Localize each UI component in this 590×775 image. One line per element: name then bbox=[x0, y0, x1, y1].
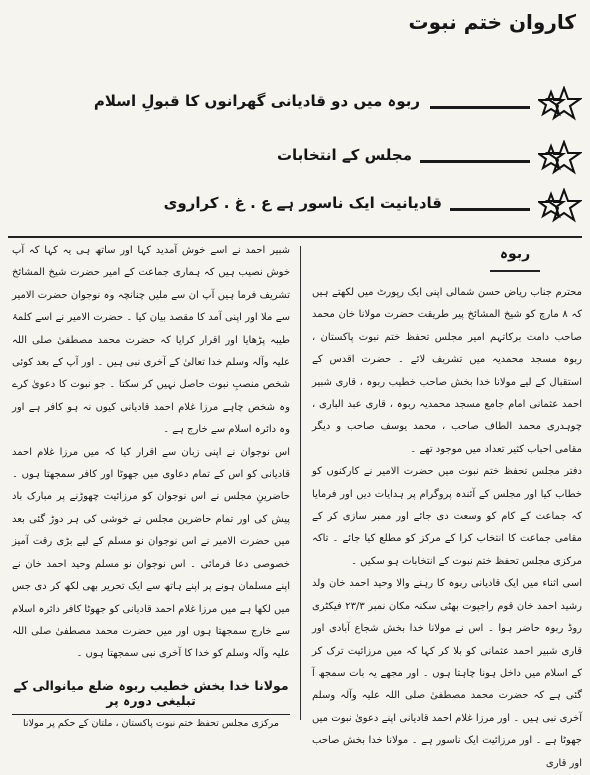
article-column-right bbox=[312, 282, 583, 769]
article-column-left bbox=[12, 240, 290, 672]
headline-rule bbox=[450, 208, 530, 211]
article-paragraph: شبیر احمد نے اسے خوش آمدید کہا اور ساتھ ہی یہ کہا کہ آپ خوش نصیب ہیں کہ ہماری جماعت کے امیر حضرت شیخ المشائخ تشریف فرما ہیں آپ ان سے ملیں چنانچہ وہ نوجوان حضرت الامیر سے ملا اور اپنی آمد کا مقصد بیان کیا ۔ حضرت الامیر نے اسے کلمۂ طیبہ پڑھایا اور اقرار کرایا کہ حضرت محمد مصطفیٰ صلی اللہ علیہ وآلہ وسلم خدا تعالیٰ کے آخری نبی ہیں ۔ اور آپ کے بعد کوئی شخص منصبِ نبوت حاصل نہیں کر سکتا ۔ جو نبوت کا دعویٰ کرے وہ شخص چاہے مرزا غلام احمد قادیانی کیوں نہ ہو کافر ہے اور وہ دائرہ اسلام سے خارج ہے ۔ bbox=[12, 245, 290, 436]
footer-divider bbox=[12, 714, 290, 715]
headline-rule bbox=[420, 160, 530, 163]
double-star-icon bbox=[538, 140, 582, 176]
headline-rule bbox=[430, 106, 530, 109]
footer-text: مرکزی مجلس تحفظ ختم نبوت پاکستان ، ملتان کے حکم پر مولانا bbox=[23, 718, 279, 729]
article-paragraph: اس نوجوان نے اپنی زبان سے اقرار کیا کہ میں مرزا غلام احمد قادیانی کو اس کے تمام دعاوی میں جھوٹا اور کافر سمجھتا ہوں ۔ حاضرینِ مجلس نے اس نوجوان کو مرزائیت چھوڑنے پر مبارک باد پیش کی اور تمام حاضرین مجلس نے خوشی کی ہر دوڑ گئی بعد میں حضرت الامیر نے اس نوجوان نو مسلم کے لیے بڑی رقت آمیز خصوصی دعا فرمائی ۔ اس نوجوان نو مسلم وحید احمد خان نے اپنے مسلمان ہونے پر اپنے ہاتھ سے ایک تحریر بھی لکھ کر دی جس میں لکھا ہے میں مرزا غلام احمد قادیانی کو جھوٹا کافر دائرہ اسلام سے خارج سمجھتا ہوں اور میں حضرت محمد مصطفیٰ صلی اللہ علیہ وآلہ وسلم کو خدا کا آخری نبی سمجھتا ہوں ۔ bbox=[12, 446, 290, 660]
column-divider bbox=[300, 246, 301, 720]
section-title-underline bbox=[490, 270, 540, 272]
headline-2 bbox=[95, 140, 582, 176]
article-paragraph: دفتر مجلس تحفظ ختم نبوت میں حضرت الامیر نے کارکنوں کو خطاب کیا اور مجلس کے آئندہ پروگرام پر ہدایات دیں اور فرمایا کہ جماعت کے کام کو وسعت دی جائے اور ممبر سازی کر کے مقامی جماعت کا انتخاب کرا کے مرکز کو مطلع کیا جائے ۔ تاکہ مرکزی مجلس تحفظ ختم نبوت کے انتخابات ہو سکیں ۔ bbox=[312, 466, 582, 567]
section-title-text: ربوہ bbox=[499, 246, 531, 262]
headline-3 bbox=[95, 188, 582, 224]
page-header-title: کاروان ختم نبوت bbox=[408, 10, 576, 34]
headline-1 bbox=[95, 86, 582, 122]
double-star-icon bbox=[538, 86, 582, 122]
double-star-icon bbox=[538, 188, 582, 224]
section-title-rabwah bbox=[460, 246, 570, 272]
headline-text: قادیانیت ایک ناسور ہے ع . غ . کراروی bbox=[163, 194, 442, 212]
article-paragraph: محترم جناب ریاض حسن شمالی اپنی ایک رپورٹ میں لکھتے ہیں کہ ۸ مارچ کو شیخ المشائخ پیر طریقت حضرت مولانا خان محمد صاحب دامت برکاتہم امیر مجلس تحفظ ختم نبوت پاکستان ، ربوہ مسجد محمدیہ میں تشریف لائے ۔ حضرت اقدس کے استقبال کے لیے مولانا خدا بخش صاحب خطیب ربوہ ، قاری شبیر احمد عثمانی امام جامع مسجد محمدیہ ربوہ ، قاری عبد الباری ، چوہدری محمد الطاف صاحب ، محمد یوسف صاحب و دیگر مقامی احباب کثیر تعداد میں موجود تھے ۔ bbox=[312, 287, 582, 455]
headline-text: ربوہ میں دو قادیانی گھرانوں کا قبولِ اسلام bbox=[93, 92, 420, 110]
article-paragraph: اسی اثناء میں ایک قادیانی ربوہ کا رہنے والا وحید احمد خان ولد رشید احمد خان قوم راجپوت بھٹی سکنہ مکان نمبر ۲۳/۳ فیکٹری روڈ ربوہ حاضر ہوا ۔ اس نے مولانا خدا بخش شجاع آبادی اور قاری شبیر احمد عثمانی کو بلا کر کہا کہ میں مرزائیت ترک کر کے اسلام میں داخل ہونا چاہتا ہوں ۔ اور مجھے یہ بات سمجھ آ گئی ہے کہ حضرت محمد مصطفیٰ صلی اللہ علیہ وآلہ وسلم آخری نبی ہیں ۔ اور مرزا غلام احمد قادیانی اپنے دعویٰ نبوت میں جھوٹا ہے ۔ اور مرزائیت ایک ناسور ہے ۔ مولانا خدا بخش صاحب اور قاری bbox=[312, 578, 583, 769]
section-divider bbox=[8, 236, 582, 238]
signature-line: مولانا خدا بخش خطیب ربوہ ضلع میانوالی کے تبلیغی دورہ پر bbox=[13, 678, 289, 708]
headline-text: مجلس کے انتخابات bbox=[276, 146, 412, 164]
